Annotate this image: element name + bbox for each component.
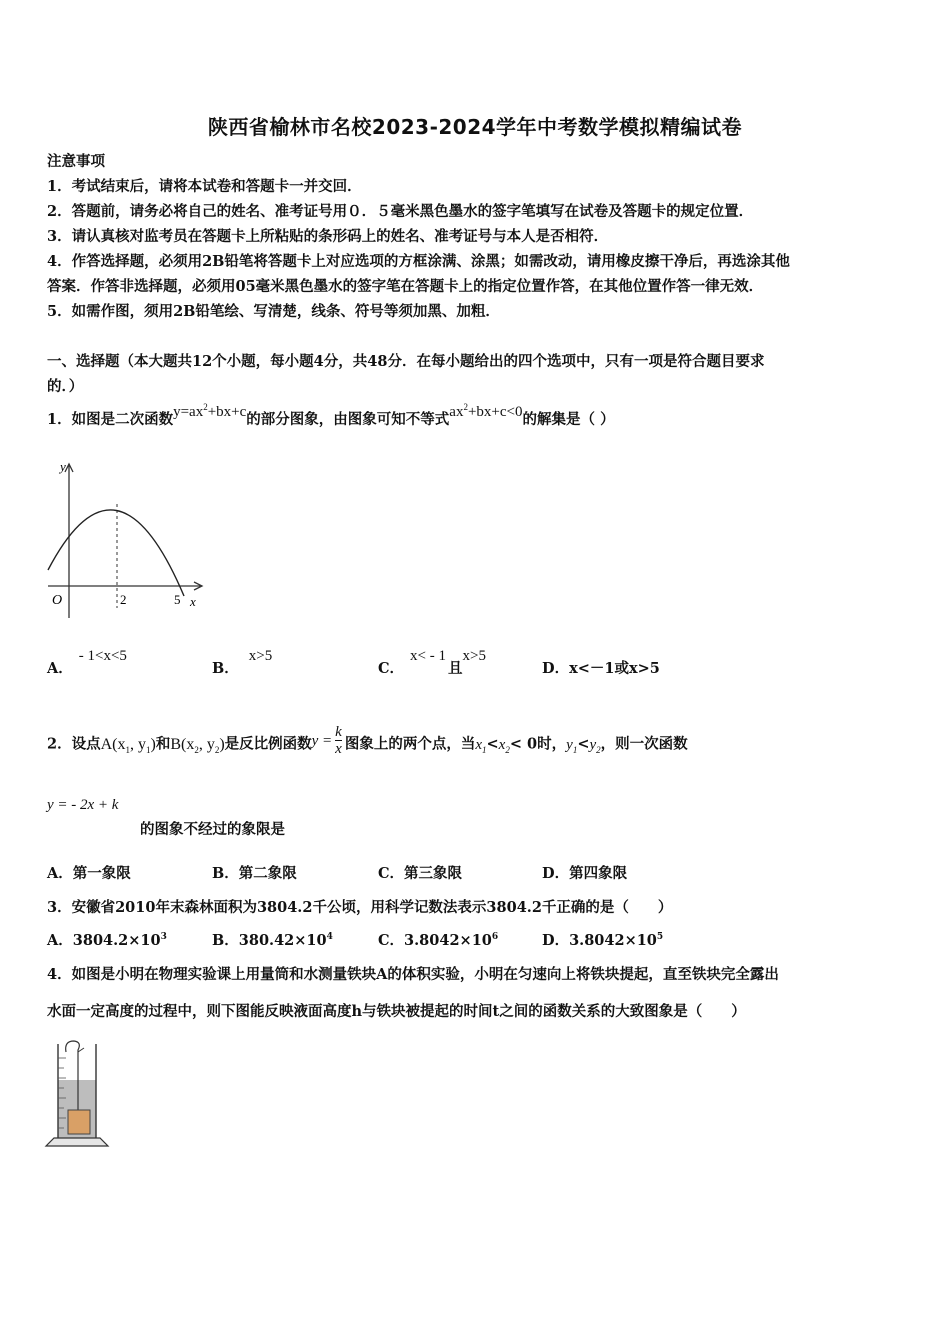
notice-heading: 注意事项: [47, 153, 105, 170]
question-2-tail: 的图象不经过的象限是: [140, 821, 285, 838]
q1-parabola-graph: [40, 458, 210, 626]
notice-item: 2．答题前，请务必将自己的姓名、准考证号用０．５毫米黑色墨水的签字笔填写在试卷及答题卡的规定位置．: [47, 203, 754, 220]
iron-block: [68, 1110, 90, 1134]
fraction-k-over-x: $\frac{k}{x}$: [335, 724, 342, 757]
question-4-stem: 4．如图是小明在物理实验课上用量筒和水测量铁块A的体积实验，小明在匀速向上将铁块提起，直至铁块完全露出: [47, 966, 779, 983]
q3-option-a[interactable]: A．$3804.2\times 10^3$: [47, 932, 167, 949]
q2-option-b[interactable]: B．第二象限: [212, 865, 297, 882]
q3-option-c[interactable]: C．$3.8042\times 10^6$: [378, 932, 499, 949]
x-axis-label: x: [190, 594, 196, 609]
q4-measuring-cylinder-figure: [44, 1038, 114, 1150]
page-title: 陕西省榆林市名校2023-2024学年中考数学模拟精编试卷: [207, 115, 743, 139]
q3-option-b[interactable]: B．$380.42\times 10^4$: [212, 932, 333, 949]
question-2-line-function: [47, 797, 119, 822]
q1-option-b[interactable]: B．x>5: [212, 648, 273, 677]
tick-label-2: 2: [120, 592, 127, 607]
question-4-stem-cont: 水面一定高度的过程中，则下图能反映液面高度h与铁块被提起的时间t之间的函数关系的大致图象是（ ）: [47, 1003, 746, 1020]
question-3-stem: 3．安徽省2010年末森林面积为3804.2千公顷，用科学记数法表示3804.2千正确的是（ ）: [47, 899, 673, 916]
y-axis-label: y: [60, 459, 66, 474]
question-1-stem: [47, 402, 615, 429]
q2-option-d[interactable]: D．第四象限: [542, 865, 628, 882]
q1-option-d[interactable]: D．x<－1或x>5: [542, 660, 660, 677]
notice-item: 1．考试结束后，请将本试卷和答题卡一并交回．: [47, 178, 362, 195]
point-b: $B(x_2$, $y_2$): [170, 735, 225, 755]
q2-option-c[interactable]: C．第三象限: [378, 865, 463, 882]
linear-function: y = - 2x + k: [47, 797, 119, 813]
notice-item: 4．作答选择题，必须用2B铅笔将答题卡上对应选项的方框涂满、涂黑；如需改动，请用橡皮擦干净后，再选涂其他: [47, 253, 790, 270]
section-heading: 一、选择题（本大题共12个小题，每小题4分，共48分．在每小题给出的四个选项中，只有一项是符合题目要求: [47, 353, 765, 370]
notice-item: 3．请认真核对监考员在答题卡上所粘贴的条形码上的姓名、准考证号与本人是否相符．: [47, 228, 609, 245]
q1-option-c[interactable]: C．x< - 1且x>5: [378, 648, 486, 677]
notice-item: 答案．作答非选择题，必须用05毫米黑色墨水的签字笔在答题卡上的指定位置作答，在其他位置作答一律无效．: [47, 278, 764, 295]
point-a: $A(x_1$, $y_1$): [100, 735, 156, 755]
q1-function: $y=ax^2+bx+c$: [173, 402, 247, 420]
q1-suffix: 的解集是（ ）: [522, 411, 615, 428]
q3-option-d[interactable]: D．$3.8042\times 10^5$: [542, 932, 664, 949]
notice-item: 5．如需作图，须用2B铅笔绘、写清楚，线条、符号等须加黑、加粗．: [47, 303, 500, 320]
origin-label: O: [52, 593, 63, 608]
section-heading-cont: 的．）: [47, 378, 84, 395]
q2-option-a[interactable]: A．第一象限: [47, 865, 131, 882]
q1-middle: 的部分图象，由图象可知不等式: [246, 411, 450, 428]
q1-prefix: 1．如图是二次函数: [47, 411, 174, 428]
q1-inequality: $ax^2+bx+c<0$: [449, 402, 523, 420]
question-2-stem: 2．设点$A(x_1$, $y_1$)和$B(x_2$, $y_2$)是反比例函数y = $\frac{k}{x}$ 图象上的两个点，当$x_1<x_2< 0$时，$y_1<y_2$，则一次函数: [47, 724, 688, 757]
q1-option-a[interactable]: A．- 1<x<5: [47, 648, 127, 677]
tick-label-5: 5: [174, 592, 181, 607]
cylinder-base: [46, 1138, 108, 1146]
